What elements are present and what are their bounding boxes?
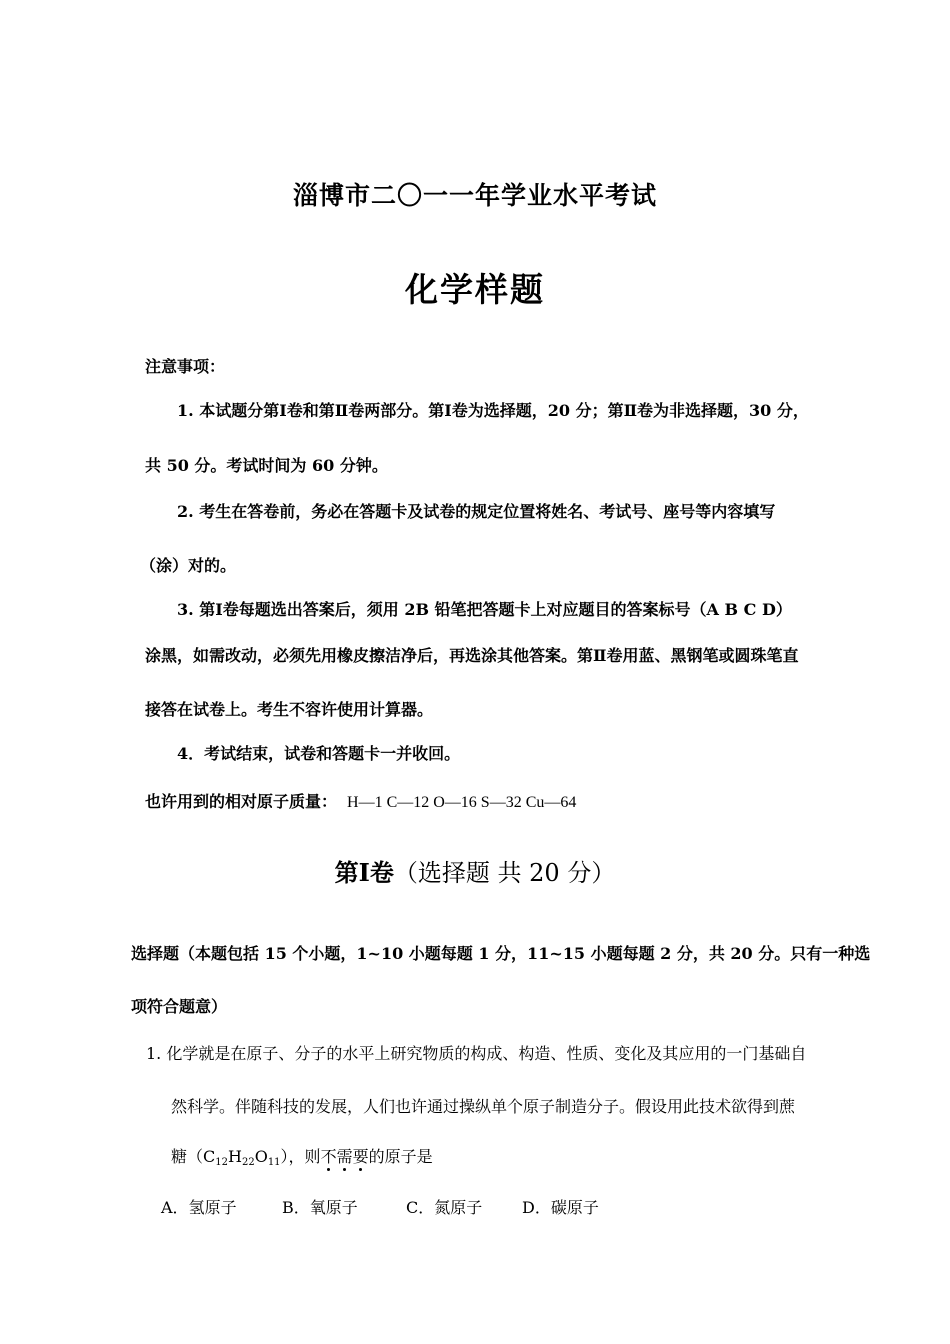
notice-item-2-line-2: （涂）对的。 xyxy=(140,556,237,575)
formula-element-c: C xyxy=(203,1147,216,1166)
question-1-line-3 xyxy=(171,1144,433,1167)
part-1-heading-rest: （选择题 共 20 分） xyxy=(393,859,616,887)
notice-item-1-line-2: 共 50 分。考试时间为 60 分钟。 xyxy=(145,456,388,475)
formula-element-o: O xyxy=(254,1147,268,1166)
emphasis-char: 要 xyxy=(352,1147,369,1166)
question-1-line-2: 然科学。伴随科技的发展，人们也许通过操纵单个原子制造分子。假设用此技术欲得到蔗 xyxy=(171,1097,796,1116)
option-text: 氮原子 xyxy=(434,1198,483,1217)
notice-heading: 注意事项： xyxy=(145,357,226,376)
notice-item-3-line-3: 接答在试卷上。考生不容许使用计算器。 xyxy=(145,700,434,719)
question-1-option-a xyxy=(161,1195,237,1218)
option-text: 氢原子 xyxy=(188,1198,237,1217)
option-text: 氧原子 xyxy=(309,1198,358,1217)
question-1-option-c xyxy=(406,1195,482,1218)
formula-element-h: H xyxy=(228,1147,242,1166)
question-1-option-d xyxy=(522,1195,599,1218)
atomic-mass-line xyxy=(145,789,576,812)
option-label: A． xyxy=(161,1198,189,1217)
formula-sub-c: 12 xyxy=(215,1157,228,1168)
option-label: B． xyxy=(282,1198,310,1217)
exam-title: 淄博市二〇一一年学业水平考试 xyxy=(292,181,657,210)
sucrose-formula xyxy=(203,1147,281,1166)
question-1-line-3-suffix: 的原子是 xyxy=(368,1147,433,1166)
mc-instruction-line-1: 选择题（本题包括 15 个小题，1~10 小题每题 1 分，11~15 小题每题 2 分，共 20 分。只有一种选 xyxy=(131,944,871,963)
question-1-line-3-mid: ），则 xyxy=(280,1147,321,1166)
mc-instruction-line-2: 项符合题意） xyxy=(131,997,228,1016)
emphasis-char: 不 xyxy=(320,1147,337,1166)
emphasis-char: 需 xyxy=(336,1147,353,1166)
part-1-heading xyxy=(0,853,950,888)
notice-item-2-line-1: 2. 考生在答卷前，务必在答题卡及试卷的规定位置将姓名、考试号、座号等内容填写 xyxy=(177,502,776,521)
formula-sub-o: 11 xyxy=(267,1157,281,1168)
formula-sub-h: 22 xyxy=(241,1157,255,1168)
atomic-mass-label: 也许用到的相对原子质量： xyxy=(145,792,338,811)
question-1-option-b xyxy=(282,1195,358,1218)
question-1-line-3-prefix: 糖（ xyxy=(171,1147,204,1166)
question-1-line-1: 1. 化学就是在原子、分子的水平上研究物质的构成、构造、性质、变化及其应用的一门基础自 xyxy=(146,1044,807,1063)
option-label: C． xyxy=(406,1198,435,1217)
notice-item-4: 4．考试结束，试卷和答题卡一并收回。 xyxy=(177,744,461,763)
notice-item-3-line-2: 涂黑，如需改动，必须先用橡皮擦洁净后，再选涂其他答案。第Ⅱ卷用蓝、黑钢笔或圆珠笔直 xyxy=(145,646,799,665)
part-1-heading-bold: 第Ⅰ卷 xyxy=(334,858,394,887)
option-label: D． xyxy=(522,1198,551,1217)
subject-title: 化学样题 xyxy=(405,270,545,309)
notice-item-1-line-1: 1. 本试题分第Ⅰ卷和第Ⅱ卷两部分。第Ⅰ卷为选择题，20 分；第Ⅱ卷为非选择题，30 分， xyxy=(177,401,809,420)
option-text: 碳原子 xyxy=(550,1198,599,1217)
atomic-mass-values: H—1 C—12 O—16 S—32 Cu—64 xyxy=(347,794,577,811)
notice-item-3-line-1: 3. 第Ⅰ卷每题选出答案后，须用 2B 铅笔把答题卡上对应题目的答案标号（A B C D） xyxy=(177,600,792,619)
